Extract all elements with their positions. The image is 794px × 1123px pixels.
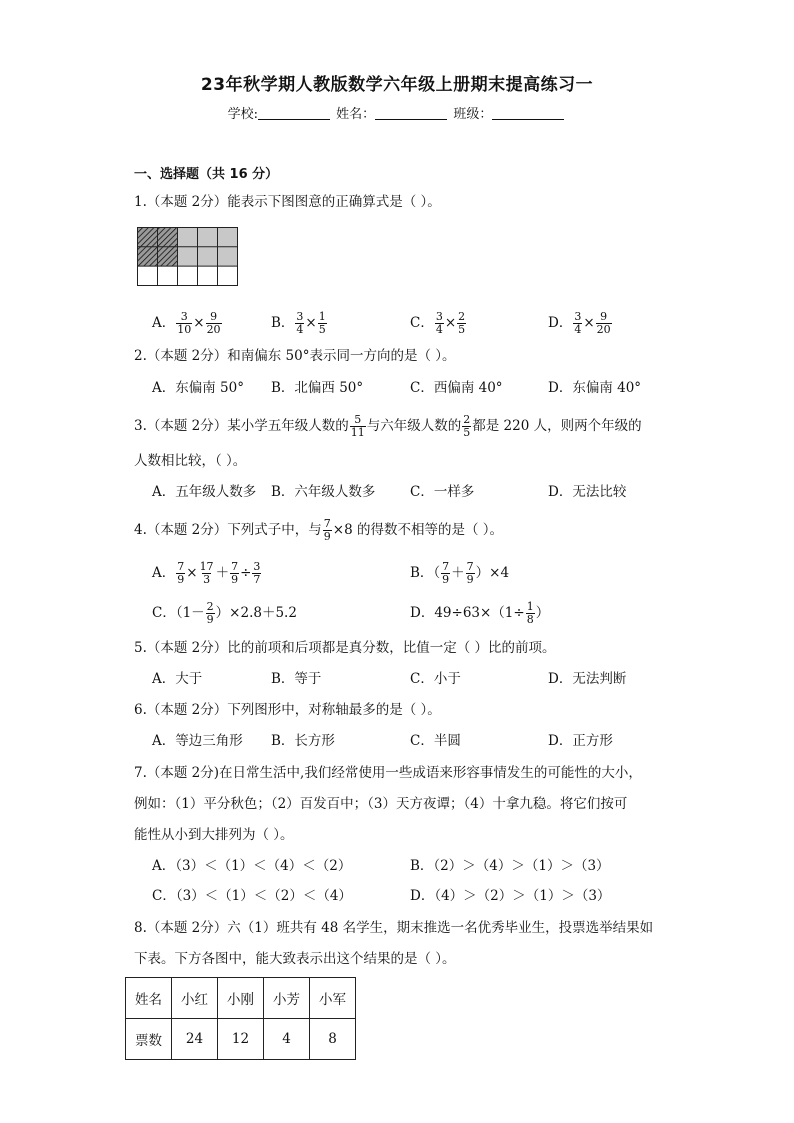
question-4-option-b[interactable]: B．（ $\frac{7}{9}$ ＋ $\frac{7}{9}$ ）×4	[410, 560, 510, 586]
question-7-option-b[interactable]: B．（2）＞（4）＞（1）＞（3）	[410, 858, 610, 874]
table-header-cell: 小刚	[218, 978, 264, 1019]
student-info-line	[0, 103, 794, 122]
table-cell: 24	[172, 1019, 218, 1060]
question-1-stem: 1.（本题 2分）能表示下图图意的正确算式是（ ）。	[134, 194, 441, 210]
vote-results-table	[125, 977, 356, 1060]
fraction: $\frac{7}{9}$	[177, 560, 185, 586]
question-8-stem-line-1: 8.（本题 2分）六（1）班共有 48 名学生，期末推选一名优秀毕业生，投票选举结果如	[134, 920, 654, 936]
question-1-option-a[interactable]: A． $\frac{3}{10}$ × $\frac{9}{20}$	[152, 310, 221, 336]
question-5-stem: 5.（本题 2分）比的前项和后项都是真分数，比值一定（ ）比的前项。	[134, 640, 556, 656]
question-2-option-b[interactable]: B．北偏西 50°	[271, 380, 364, 396]
question-5-option-d[interactable]: D．无法判断	[548, 671, 627, 687]
fraction: $\frac{1}{5}$	[318, 310, 326, 336]
table-header-cell: 小芳	[264, 978, 310, 1019]
shaded-grid-figure	[137, 227, 238, 286]
question-3-option-d[interactable]: D．无法比较	[548, 484, 627, 500]
question-2-stem: 2.（本题 2分）和南偏东 50°表示同一方向的是（ ）。	[134, 348, 456, 364]
question-3-option-b[interactable]: B．六年级人数多	[271, 484, 376, 500]
question-5-option-a[interactable]: A．大于	[152, 671, 203, 687]
fraction: $\frac{7}{9}$	[466, 560, 474, 586]
question-3-stem-line-2: 人数相比较，（ ）。	[134, 453, 247, 469]
fraction: $\frac{3}{7}$	[253, 560, 261, 586]
table-cell: 12	[218, 1019, 264, 1060]
question-2-option-d[interactable]: D．东偏南 40°	[548, 380, 642, 396]
fraction: $\frac{3}{4}$	[574, 310, 582, 336]
fraction: $\frac{9}{20}$	[596, 310, 611, 336]
table-row	[126, 978, 356, 1019]
question-1-figure	[137, 227, 238, 286]
question-7-stem-line-1: 7.（本题 2分)在日常生活中,我们经常使用一些成语来形容事情发生的可能性的大小，	[134, 765, 642, 781]
question-6-option-b[interactable]: B．长方形	[271, 733, 335, 749]
question-6-stem: 6.（本题 2分）下列图形中，对称轴最多的是（ ）。	[134, 702, 441, 718]
table-cell: 8	[310, 1019, 356, 1060]
page-title: 23年秋学期人教版数学六年级上册期末提高练习一	[200, 75, 594, 95]
question-8-stem-line-2: 下表。下方各图中，能大致表示出这个结果的是（ ）。	[134, 951, 456, 967]
question-7-stem-line-3: 能性从小到大排列为（ ）。	[134, 827, 294, 843]
class-blank[interactable]	[492, 107, 564, 120]
table-cell: 4	[264, 1019, 310, 1060]
question-4-option-d[interactable]: D．49÷63×（1÷ $\frac{1}{8}$ ）	[410, 600, 550, 626]
fraction: $\frac{5}{11}$	[350, 413, 365, 439]
question-6-option-a[interactable]: A．等边三角形	[152, 733, 243, 749]
fraction: $\frac{7}{9}$	[442, 560, 450, 586]
fraction: $\frac{2}{9}$	[206, 600, 214, 626]
question-3-option-c[interactable]: C．一样多	[410, 484, 475, 500]
fraction: $\frac{7}{9}$	[323, 517, 331, 543]
question-4-stem: 4.（本题 2分）下列式子中，与 $\frac{7}{9}$ ×8 的得数不相等的是（ ）。	[134, 517, 503, 543]
name-blank[interactable]	[375, 107, 447, 120]
question-3-option-a[interactable]: A．五年级人数多	[152, 484, 257, 500]
question-2-option-a[interactable]: A．东偏南 50°	[152, 380, 244, 396]
school-blank[interactable]	[258, 107, 330, 120]
fraction: $\frac{7}{9}$	[231, 560, 239, 586]
fraction: $\frac{2}{5}$	[458, 310, 466, 336]
fraction: $\frac{1}{8}$	[526, 600, 534, 626]
table-header-cell: 小红	[172, 978, 218, 1019]
question-1-option-c[interactable]: C． $\frac{3}{4}$ × $\frac{2}{5}$	[410, 310, 466, 336]
question-3-stem: 3.（本题 2分）某小学五年级人数的 $\frac{5}{11}$ 与六年级人数的 $\frac{2}{5}$ 都是 220 人，则两个年级的	[134, 413, 642, 439]
question-7-stem-line-2: 例如：（1）平分秋色；（2）百发百中；（3）天方夜谭；（4）十拿九稳。将它们按可	[134, 796, 628, 812]
name-label: 姓名：	[336, 107, 376, 122]
table-header-cell: 姓名	[126, 978, 172, 1019]
question-5-option-c[interactable]: C．小于	[410, 671, 461, 687]
fraction: $\frac{17}{3}$	[199, 560, 214, 586]
table-row	[126, 1019, 356, 1060]
class-label: 班级：	[453, 107, 493, 122]
question-7-option-a[interactable]: A．（3）＜（1）＜（4）＜（2）	[152, 858, 352, 874]
fraction: $\frac{3}{4}$	[435, 310, 443, 336]
section-title: 一、选择题（共 16 分）	[134, 167, 279, 182]
question-2-option-c[interactable]: C．西偏南 40°	[410, 380, 503, 396]
question-1-option-d[interactable]: D． $\frac{3}{4}$ × $\frac{9}{20}$	[548, 310, 611, 336]
question-5-option-b[interactable]: B．等于	[271, 671, 322, 687]
question-4-option-a[interactable]: A． $\frac{7}{9}$ × $\frac{17}{3}$ ＋ $\frac{7}{9}$ ÷ $\frac{3}{7}$	[152, 560, 261, 586]
fraction: $\frac{3}{10}$	[177, 310, 192, 336]
table-header-cell: 小军	[310, 978, 356, 1019]
question-7-option-c[interactable]: C．（3）＜（1）＜（2）＜（4）	[152, 888, 352, 904]
fraction: $\frac{9}{20}$	[206, 310, 221, 336]
question-6-option-d[interactable]: D．正方形	[548, 733, 613, 749]
fraction: $\frac{3}{4}$	[296, 310, 304, 336]
table-cell: 票数	[126, 1019, 172, 1060]
question-6-option-c[interactable]: C．半圆	[410, 733, 461, 749]
question-4-option-c[interactable]: C．（1－ $\frac{2}{9}$ ）×2.8＋5.2	[152, 600, 297, 626]
question-7-option-d[interactable]: D．（4）＞（2）＞（1）＞（3）	[410, 888, 611, 904]
question-1-option-b[interactable]: B． $\frac{3}{4}$ × $\frac{1}{5}$	[271, 310, 326, 336]
fraction: $\frac{2}{5}$	[463, 413, 471, 439]
school-label: 学校:	[227, 107, 259, 122]
